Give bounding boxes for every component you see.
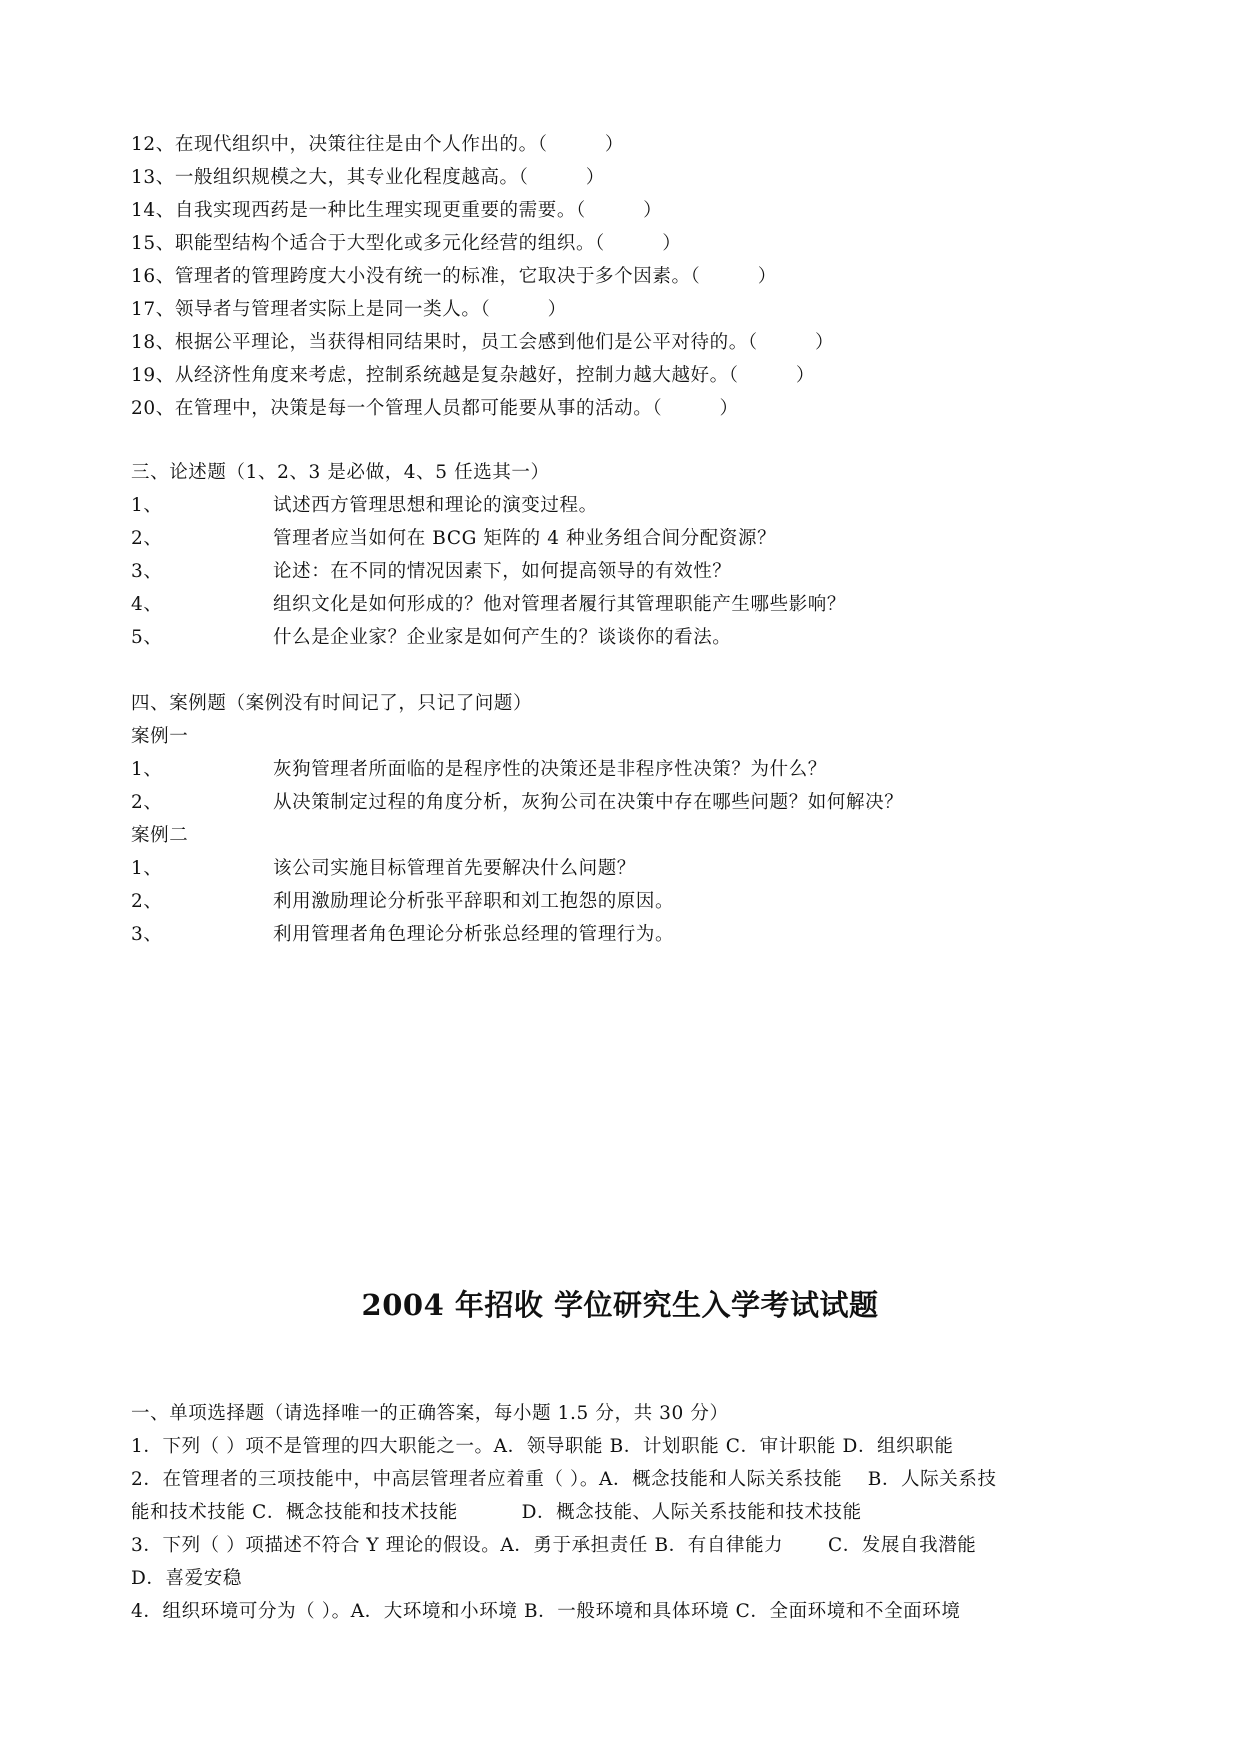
case-item (131, 758, 827, 782)
tf-item: 12、在现代组织中，决策往往是由个人作出的。（ ） (131, 134, 624, 155)
item-number: 2、 (131, 792, 163, 813)
item-text: 试述西方管理思想和理论的演变过程。 (273, 495, 598, 516)
item-number: 4、 (131, 594, 163, 615)
item-text: 利用激励理论分析张平辞职和刘工抱怨的原因。 (273, 891, 675, 912)
case-item (131, 791, 903, 815)
item-number: 2、 (131, 528, 163, 549)
tf-item: 18、根据公平理论，当获得相同结果时，员工会感到他们是公平对待的。（ ） (131, 332, 835, 353)
item-text: 管理者应当如何在 BCG 矩阵的 4 种业务组合间分配资源？ (273, 528, 777, 549)
item-number: 3、 (131, 924, 163, 945)
case-heading: 四、案例题（案例没有时间记了，只记了问题） (131, 693, 533, 714)
tf-item: 15、职能型结构个适合于大型化或多元化经营的组织。（ ） (131, 233, 682, 254)
item-number: 1、 (131, 858, 163, 879)
item-text: 组织文化是如何形成的？他对管理者履行其管理职能产生哪些影响？ (273, 594, 847, 615)
mc-heading: 一、单项选择题（请选择唯一的正确答案，每小题 1.5 分，共 30 分） (131, 1403, 729, 1424)
mc-line: 2．在管理者的三项技能中，中高层管理者应着重（ ）。A．概念技能和人际关系技能 B．人际关系技 (131, 1469, 997, 1490)
mc-line: 3．下列（ ）项描述不符合 Y 理论的假设。A．勇于承担责任 B．有自律能力 C．发展自我潜能 (131, 1535, 977, 1556)
item-text: 该公司实施目标管理首先要解决什么问题？ (273, 858, 636, 879)
essay-item (131, 560, 731, 584)
case-item (131, 923, 674, 947)
case-item (131, 857, 636, 881)
item-number: 1、 (131, 759, 163, 780)
essay-item (131, 527, 776, 551)
item-number: 1、 (131, 495, 163, 516)
mc-line: 4．组织环境可分为（ ）。A．大环境和小环境 B．一般环境和具体环境 C．全面环境和不全面环境 (131, 1601, 961, 1622)
item-text: 论述：在不同的情况因素下，如何提高领导的有效性？ (273, 561, 732, 582)
exam-title: 2004 年招收 学位研究生入学考试试题 (361, 1288, 879, 1322)
mc-line: 1．下列（ ）项不是管理的四大职能之一。A．领导职能 B．计划职能 C．审计职能 D．组织职能 (131, 1436, 954, 1457)
essay-item (131, 626, 731, 650)
item-text: 什么是企业家？企业家是如何产生的？谈谈你的看法。 (273, 627, 732, 648)
item-text: 从决策制定过程的角度分析，灰狗公司在决策中存在哪些问题？如何解决？ (273, 792, 904, 813)
essay-heading: 三、论述题（1、2、3 是必做，4、5 任选其一） (131, 462, 550, 483)
mc-line: D．喜爱安稳 (131, 1568, 242, 1589)
mc-line: 能和技术技能 C．概念技能和技术技能 D．概念技能、人际关系技能和技术技能 (131, 1502, 862, 1523)
case-item (131, 890, 674, 914)
tf-item: 16、管理者的管理跨度大小没有统一的标准，它取决于多个因素。（ ） (131, 266, 777, 287)
case2-label: 案例二 (131, 825, 189, 846)
item-number: 5、 (131, 627, 163, 648)
essay-item (131, 593, 846, 617)
tf-item: 17、领导者与管理者实际上是同一类人。（ ） (131, 299, 567, 320)
item-text: 灰狗管理者所面临的是程序性的决策还是非程序性决策？为什么？ (273, 759, 827, 780)
tf-item: 14、自我实现西药是一种比生理实现更重要的需要。（ ） (131, 200, 663, 221)
tf-item: 19、从经济性角度来考虑，控制系统越是复杂越好，控制力越大越好。（ ） (131, 365, 815, 386)
tf-item: 20、在管理中，决策是每一个管理人员都可能要从事的活动。（ ） (131, 398, 739, 419)
item-number: 2、 (131, 891, 163, 912)
item-text: 利用管理者角色理论分析张总经理的管理行为。 (273, 924, 675, 945)
essay-item (131, 494, 598, 518)
tf-item: 13、一般组织规模之大，其专业化程度越高。（ ） (131, 167, 605, 188)
case1-label: 案例一 (131, 726, 189, 747)
item-number: 3、 (131, 561, 163, 582)
